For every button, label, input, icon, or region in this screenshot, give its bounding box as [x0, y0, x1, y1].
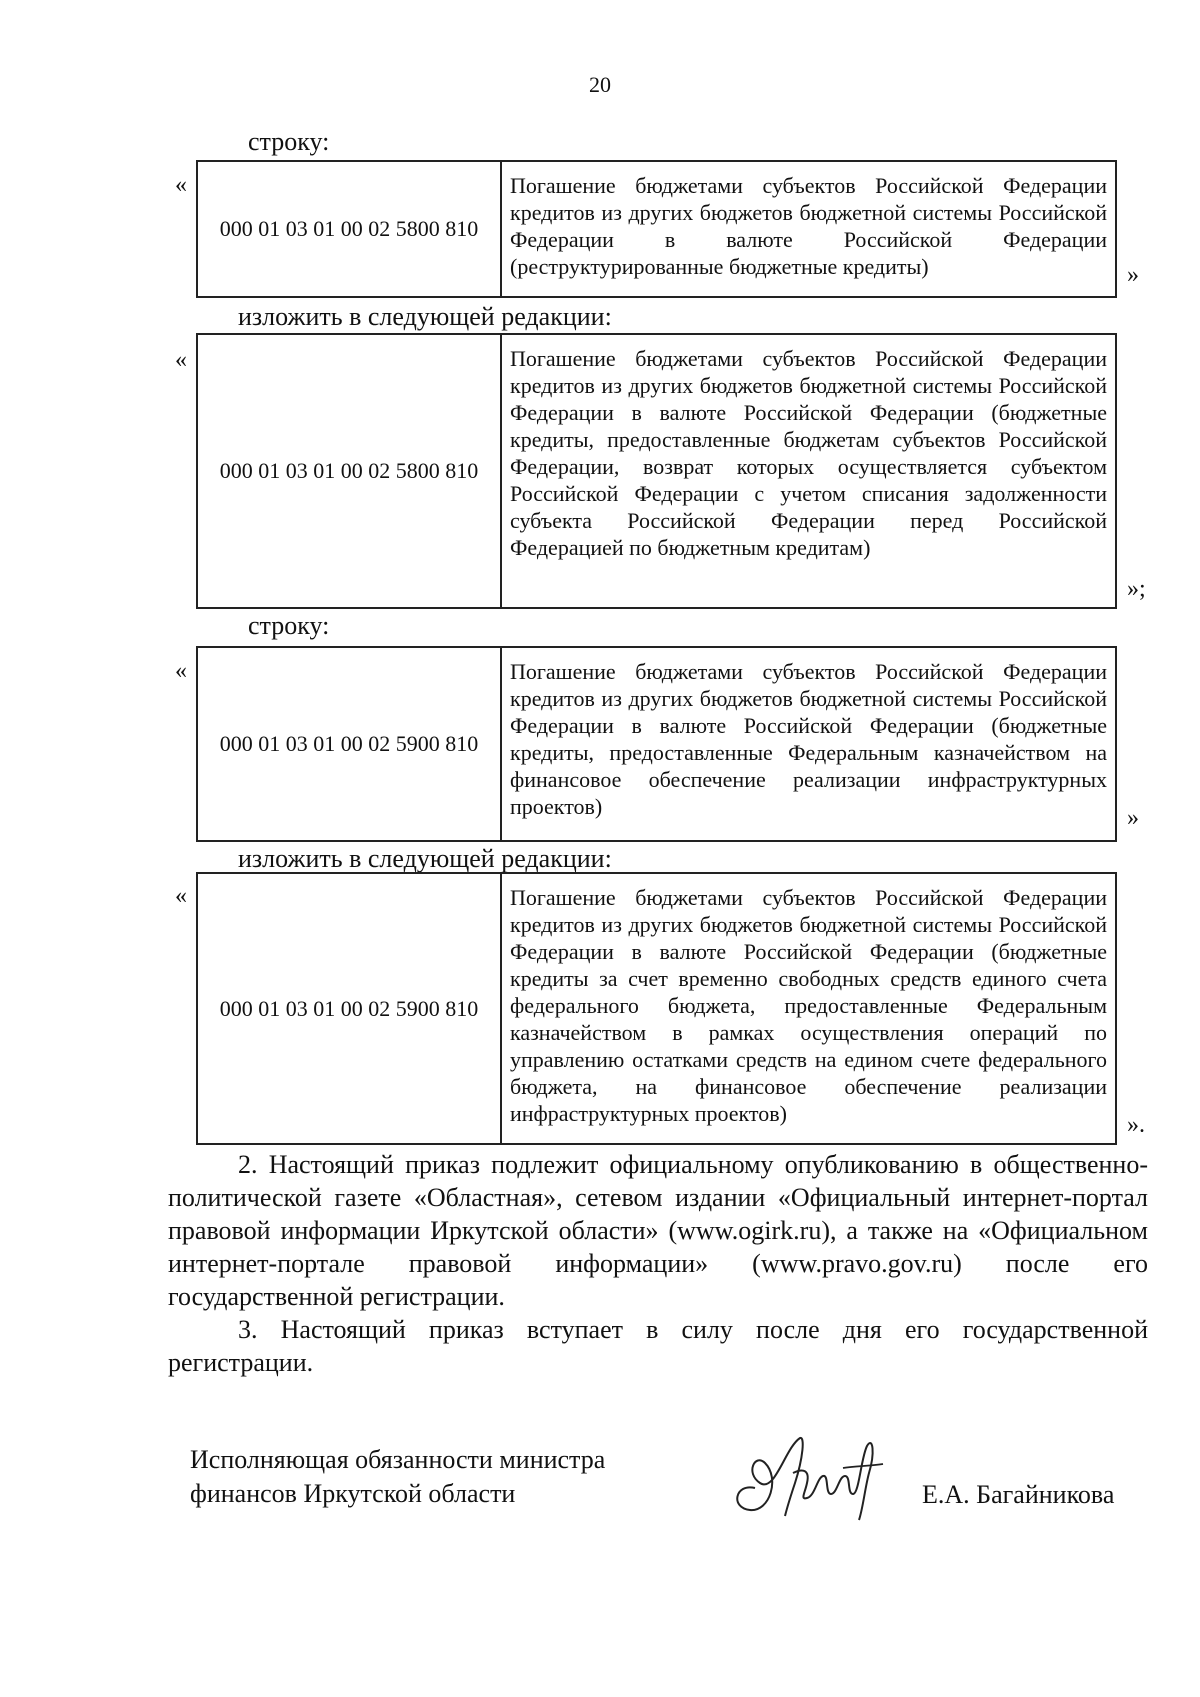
budget-code-cell: 000 01 03 01 00 02 5900 810 — [198, 874, 502, 1143]
closing-quote: » — [1127, 805, 1139, 831]
budget-code-table — [196, 160, 1117, 298]
lead-text: строку: — [248, 127, 330, 156]
opening-quote: « — [175, 658, 187, 684]
budget-code-table — [196, 333, 1117, 609]
signatory-name: Е.А. Багайникова — [922, 1480, 1115, 1509]
description-cell: Погашение бюджетами субъектов Российской Федерации кредитов из других бюджетов бюджетной системы Российской Федерации в валюте Российской Федерации (бюджетные кредиты за счет временно свободных средств единого счета федерального бюджета, предоставленные Федеральным казначейством в рамках осуществления операций по управлению остатками средств на едином счете федерального бюджета, на финансовое обеспечение реализации инфраструктурных проектов) — [510, 885, 1107, 1126]
description-cell: Погашение бюджетами субъектов Российской Федерации кредитов из других бюджетов бюджетной системы Российской Федерации в валюте Российской Федерации (бюджетные кредиты, предоставленные бюджетам субъектов Российской Федерации, возврат которых осуществляется субъектом Российской Федерации с учетом списания задолженности субъекта Российской Федерации перед Российской Федерацией по бюджетным кредитам) — [510, 346, 1107, 560]
paragraph-3 — [168, 1313, 1148, 1379]
lead-text: изложить в следующей редакции: — [238, 844, 612, 873]
closing-quote: ». — [1127, 1112, 1145, 1138]
handwritten-signature-icon — [725, 1428, 895, 1523]
signatory-position-line1: Исполняющая обязанности министра — [190, 1445, 606, 1474]
signatory-position — [190, 1443, 605, 1511]
budget-code-cell: 000 01 03 01 00 02 5800 810 — [198, 162, 502, 296]
page-number: 20 — [589, 72, 611, 97]
closing-quote: » — [1127, 262, 1139, 288]
lead-text: строку: — [248, 611, 330, 640]
lead-text: изложить в следующей редакции: — [238, 302, 612, 331]
opening-quote: « — [175, 883, 187, 909]
paragraph-2 — [168, 1148, 1148, 1313]
opening-quote: « — [175, 347, 187, 373]
budget-code-table — [196, 872, 1117, 1145]
paragraph-2-text: 2. Настоящий приказ подлежит официальному опубликованию в общественно-политической газете «Областная», сетевом издании «Официальный интернет-портал правовой информации Иркутской области» (www.ogirk.ru), а также на «Официальном интернет-портале правовой информации» (www.pravo.gov.ru) после его государственной регистрации. — [168, 1150, 1148, 1311]
signatory-position-line2: финансов Иркутской области — [190, 1479, 516, 1508]
description-cell: Погашение бюджетами субъектов Российской Федерации кредитов из других бюджетов бюджетной системы Российской Федерации в валюте Российской Федерации (реструктурированные бюджетные кредиты) — [510, 173, 1107, 279]
description-cell: Погашение бюджетами субъектов Российской Федерации кредитов из других бюджетов бюджетной системы Российской Федерации в валюте Российской Федерации (бюджетные кредиты, предоставленные Федеральным казначейством на финансовое обеспечение реализации инфраструктурных проектов) — [510, 659, 1107, 819]
opening-quote: « — [175, 172, 187, 198]
closing-quote: »; — [1127, 576, 1146, 602]
budget-code-table — [196, 646, 1117, 842]
budget-code-cell: 000 01 03 01 00 02 5900 810 — [198, 648, 502, 840]
paragraph-3-text: 3. Настоящий приказ вступает в силу после дня его государственной регистрации. — [168, 1315, 1148, 1377]
budget-code-cell: 000 01 03 01 00 02 5800 810 — [198, 335, 502, 607]
